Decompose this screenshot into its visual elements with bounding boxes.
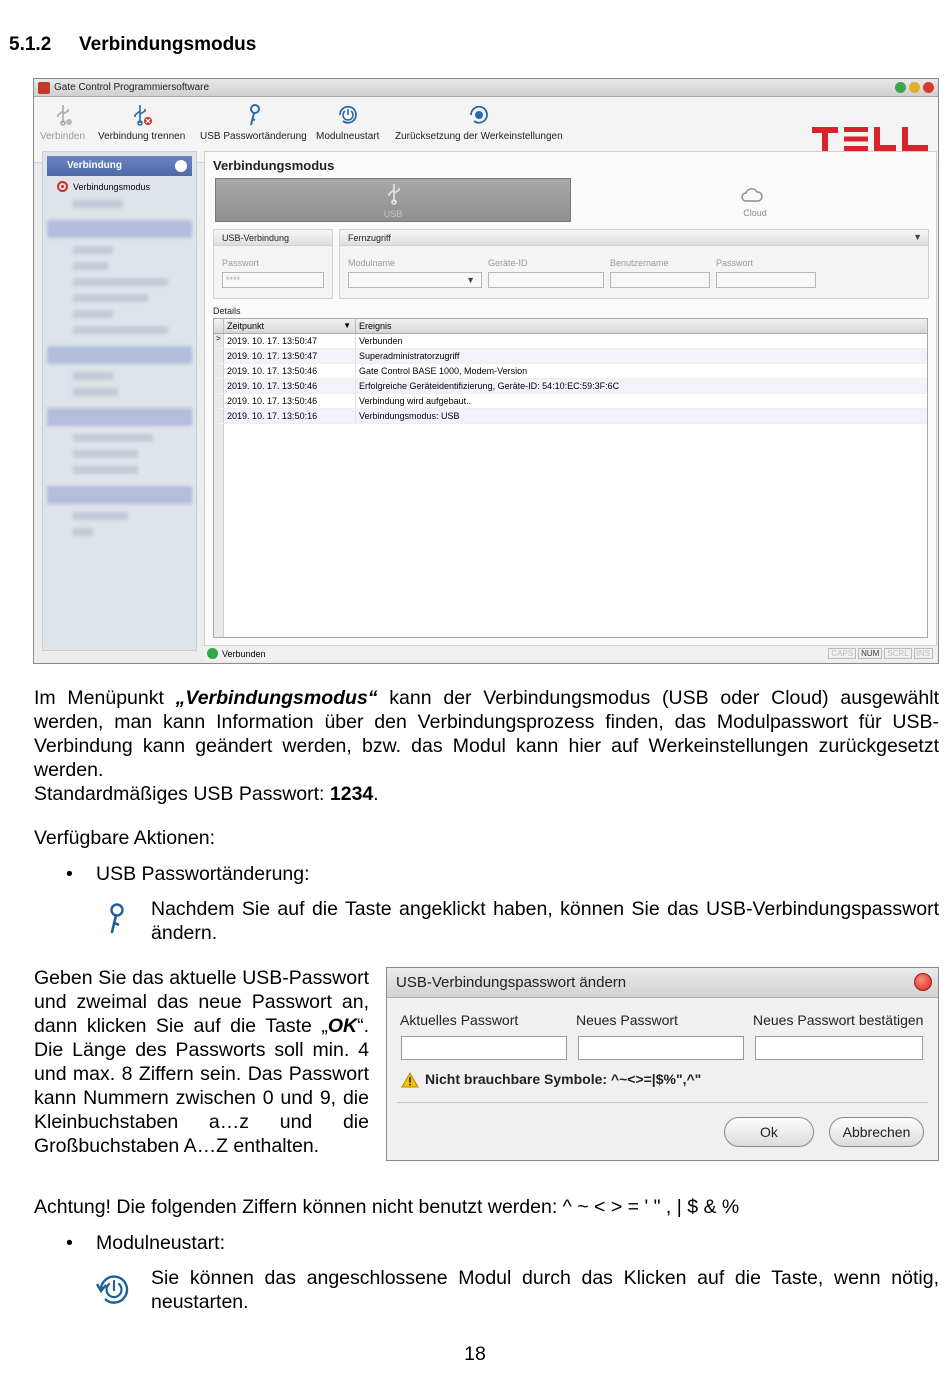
row-time: 2019. 10. 17. 13:50:46 bbox=[224, 394, 356, 408]
cloud-icon bbox=[740, 186, 764, 204]
default-password-label: Standardmäßiges USB Passwort: bbox=[34, 783, 330, 805]
row-event: Verbindungsmodus: USB bbox=[359, 411, 460, 421]
row-time: 2019. 10. 17. 13:50:47 bbox=[224, 349, 356, 363]
section-number: 5.1.2 bbox=[9, 34, 52, 55]
bullet-dot: • bbox=[66, 863, 73, 885]
remote-password-label: Passwort bbox=[716, 258, 754, 268]
row-time: 2019. 10. 17. 13:50:16 bbox=[224, 409, 356, 423]
usb-password-change-button[interactable] bbox=[200, 103, 307, 142]
usb-disconnect-icon bbox=[130, 103, 154, 127]
dialog-title: USB-Verbindungspasswort ändern bbox=[396, 974, 627, 991]
blurred-item bbox=[73, 262, 108, 270]
sidebar-item-connection-mode[interactable] bbox=[43, 176, 196, 192]
usb-connect-icon bbox=[51, 103, 75, 127]
blurred-item bbox=[73, 388, 118, 396]
header-corner bbox=[214, 319, 224, 333]
row-event: Erfolgreiche Geräteidentifizierung, Geräte-ID: 54:10:EC:59:3F:6C bbox=[359, 381, 620, 391]
sidebar-header-connection[interactable] bbox=[47, 156, 192, 176]
details-label: Details bbox=[213, 306, 241, 316]
bullet-usb-password: USB Passwortänderung: bbox=[96, 863, 310, 885]
blurred-item bbox=[73, 200, 123, 208]
maximize-button[interactable] bbox=[909, 82, 920, 93]
row-time: 2019. 10. 17. 13:50:47 bbox=[224, 334, 356, 348]
usb-icon bbox=[384, 183, 404, 207]
password-change-dialog bbox=[386, 967, 939, 1161]
row-time: 2019. 10. 17. 13:50:46 bbox=[224, 379, 356, 393]
module-name-select[interactable] bbox=[348, 272, 482, 288]
mode-cloud-button[interactable] bbox=[585, 178, 925, 222]
pw-para-pre: Geben Sie das aktuelle USB-Passwort und zweimal das neue Passwort an, dann klicken Sie auf die Taste „ bbox=[34, 967, 369, 1037]
factory-reset-button[interactable] bbox=[395, 103, 563, 142]
sidebar bbox=[42, 151, 197, 651]
ok-button[interactable]: Ok bbox=[724, 1117, 814, 1147]
row-event: Superadministratorzugriff bbox=[359, 351, 460, 361]
log-table-header bbox=[214, 319, 927, 334]
bullet-dot: • bbox=[66, 1232, 73, 1254]
usb-group-header: USB-Verbindung bbox=[214, 230, 332, 246]
dialog-warning bbox=[401, 1071, 701, 1088]
new-password-field[interactable] bbox=[578, 1036, 744, 1060]
sidebar-header-label: Verbindung bbox=[67, 160, 122, 171]
dialog-warning-text: Nicht brauchbare Symbole: ^~<>=|$%",^" bbox=[425, 1071, 702, 1087]
module-restart-description: Sie können das angeschlossene Modul durch das Klicken auf die Taste, wenn nötig, neustarten. bbox=[151, 1267, 939, 1313]
blurred-section-header bbox=[47, 486, 192, 504]
blurred-item bbox=[73, 310, 113, 318]
table-row[interactable] bbox=[214, 394, 927, 409]
window-controls bbox=[895, 82, 934, 93]
scrl-indicator: SCRL bbox=[884, 648, 911, 659]
dialog-titlebar bbox=[387, 968, 938, 998]
table-row[interactable] bbox=[214, 379, 927, 394]
confirm-password-label: Neues Passwort bestätigen bbox=[753, 1012, 924, 1028]
mode-cloud-label: Cloud bbox=[743, 208, 767, 218]
radio-selected-icon bbox=[57, 181, 68, 192]
factory-reset-label: Zurücksetzung der Werkeinstellungen bbox=[395, 131, 563, 142]
blurred-item bbox=[73, 278, 168, 286]
ins-indicator: INS bbox=[914, 648, 933, 659]
row-time: 2019. 10. 17. 13:50:46 bbox=[224, 364, 356, 378]
num-indicator: NUM bbox=[858, 648, 882, 659]
current-password-label: Aktuelles Passwort bbox=[400, 1012, 519, 1028]
blurred-section-header bbox=[47, 346, 192, 364]
close-icon[interactable] bbox=[914, 973, 932, 991]
forbidden-characters-warning: Achtung! Die folgenden Ziffern können nicht benutzt werden: ^ ~ < > = ' " , | $ & % bbox=[34, 1196, 740, 1218]
app-icon bbox=[38, 82, 50, 94]
disconnect-button[interactable] bbox=[98, 103, 185, 142]
confirm-password-field[interactable] bbox=[755, 1036, 923, 1060]
device-id-field[interactable] bbox=[488, 272, 604, 288]
blurred-item bbox=[73, 528, 93, 536]
main-panel-title: Verbindungsmodus bbox=[213, 158, 335, 173]
column-header-event[interactable]: Ereignis bbox=[359, 321, 392, 331]
table-row[interactable] bbox=[214, 364, 927, 379]
app-window-title: Gate Control Programmiersoftware bbox=[54, 82, 210, 93]
row-event: Gate Control BASE 1000, Modem-Version bbox=[359, 366, 528, 376]
username-field[interactable] bbox=[610, 272, 710, 288]
blurred-section-header bbox=[47, 408, 192, 426]
remote-group-header[interactable] bbox=[340, 230, 928, 246]
blurred-item bbox=[73, 326, 168, 334]
restart-icon bbox=[336, 103, 360, 127]
row-event: Verbindung wird aufgebaut.. bbox=[359, 396, 472, 406]
usb-password-field[interactable]: **** bbox=[222, 272, 324, 288]
usb-password-label: Passwort bbox=[222, 258, 260, 268]
event-log-table bbox=[213, 318, 928, 638]
intro-term: „Verbindungsmodus“ bbox=[175, 687, 378, 709]
warning-icon bbox=[401, 1072, 419, 1088]
table-row[interactable] bbox=[214, 349, 927, 364]
pw-para-ok: OK bbox=[327, 1015, 358, 1037]
username-label: Benutzername bbox=[610, 258, 669, 268]
factory-reset-icon bbox=[467, 103, 491, 127]
table-row[interactable] bbox=[214, 409, 927, 424]
blurred-item bbox=[73, 466, 138, 474]
tell-logo bbox=[812, 127, 928, 151]
key-icon bbox=[104, 902, 126, 934]
status-text: Verbunden bbox=[222, 649, 266, 659]
default-password-end: . bbox=[373, 783, 379, 805]
usb-password-change-label: USB Passwortänderung bbox=[200, 131, 307, 142]
intro-post: kann der Verbindungsmodus (USB oder Cloud) ausgewählt werden, man kann Information über den Verbindungsprozess finden, das Modulpasswort für USB-Verbindung kann geändert werden, bzw. das Modul kann hier auf Werkeinstellungen zurückgesetzt werden. bbox=[34, 687, 939, 781]
module-name-label: Modulname bbox=[348, 258, 396, 268]
chevron-down-icon bbox=[175, 160, 187, 172]
section-heading bbox=[9, 34, 256, 56]
new-password-label: Neues Passwort bbox=[576, 1012, 678, 1028]
actions-heading: Verfügbare Aktionen: bbox=[34, 827, 216, 849]
blurred-item bbox=[73, 450, 138, 458]
usb-connection-group bbox=[213, 229, 333, 299]
intro-pre: Im Menüpunkt bbox=[34, 687, 176, 709]
sidebar-item-label: Verbindungsmodus bbox=[73, 182, 151, 192]
current-password-field[interactable] bbox=[401, 1036, 567, 1060]
page-number: 18 bbox=[464, 1343, 486, 1365]
blurred-item bbox=[73, 434, 153, 442]
log-rows bbox=[214, 334, 927, 424]
chevron-down-icon: ▼ bbox=[466, 275, 475, 285]
intro-paragraph bbox=[34, 686, 939, 806]
usb-password-description: Nachdem Sie auf die Taste angeklickt haben, können Sie das USB-Verbindungspasswort ändern. bbox=[151, 898, 939, 944]
remote-access-group bbox=[339, 229, 929, 299]
blurred-item bbox=[73, 372, 113, 380]
chevron-down-icon: ▼ bbox=[913, 232, 922, 242]
section-title: Verbindungsmodus bbox=[79, 34, 257, 55]
remote-password-field[interactable] bbox=[716, 272, 816, 288]
blurred-item bbox=[73, 294, 148, 302]
blurred-item bbox=[73, 512, 128, 520]
keyboard-indicators bbox=[828, 648, 933, 659]
default-password-value: 1234 bbox=[329, 783, 374, 805]
cancel-button[interactable]: Abbrechen bbox=[829, 1117, 924, 1147]
connect-label: Verbinden bbox=[40, 131, 86, 142]
blurred-section-header bbox=[47, 220, 192, 238]
column-header-time-label: Zeitpunkt bbox=[227, 321, 265, 331]
app-window-screenshot bbox=[33, 78, 939, 664]
column-header-time[interactable] bbox=[224, 319, 356, 333]
connected-status-icon bbox=[207, 648, 218, 659]
minimize-button[interactable] bbox=[895, 82, 906, 93]
table-row[interactable] bbox=[214, 334, 927, 349]
connect-button[interactable] bbox=[40, 103, 85, 142]
close-button[interactable] bbox=[923, 82, 934, 93]
bullet-module-restart: Modulneustart: bbox=[96, 1232, 225, 1254]
status-bar bbox=[204, 645, 937, 661]
row-event: Verbunden bbox=[359, 336, 403, 346]
device-id-label: Geräte-ID bbox=[488, 258, 528, 268]
module-restart-label: Modulneustart bbox=[316, 131, 380, 142]
mode-usb-button[interactable] bbox=[215, 178, 571, 222]
mode-usb-label: USB bbox=[383, 209, 403, 219]
dialog-divider bbox=[397, 1102, 928, 1103]
blurred-item bbox=[73, 246, 113, 254]
password-instructions bbox=[34, 966, 369, 1158]
main-panel bbox=[204, 151, 937, 651]
remote-group-title: Fernzugriff bbox=[348, 233, 391, 243]
module-restart-button[interactable] bbox=[316, 103, 379, 142]
disconnect-label: Verbindung trennen bbox=[98, 131, 186, 142]
sort-down-icon: ▼ bbox=[343, 321, 351, 330]
caps-indicator: CAPS bbox=[828, 648, 856, 659]
current-row-icon: > bbox=[214, 334, 224, 348]
app-titlebar bbox=[34, 79, 938, 97]
key-icon bbox=[241, 103, 265, 127]
pw-para-post: “. Die Länge des Passworts soll min. 4 und max. 8 Ziffern sein. Das Passwort kann Nummern zwischen 0 und 9, die Kleinbuchstaben a…z und die Großbuchstaben A…Z enthalten. bbox=[34, 1015, 369, 1157]
restart-icon bbox=[93, 1270, 135, 1310]
